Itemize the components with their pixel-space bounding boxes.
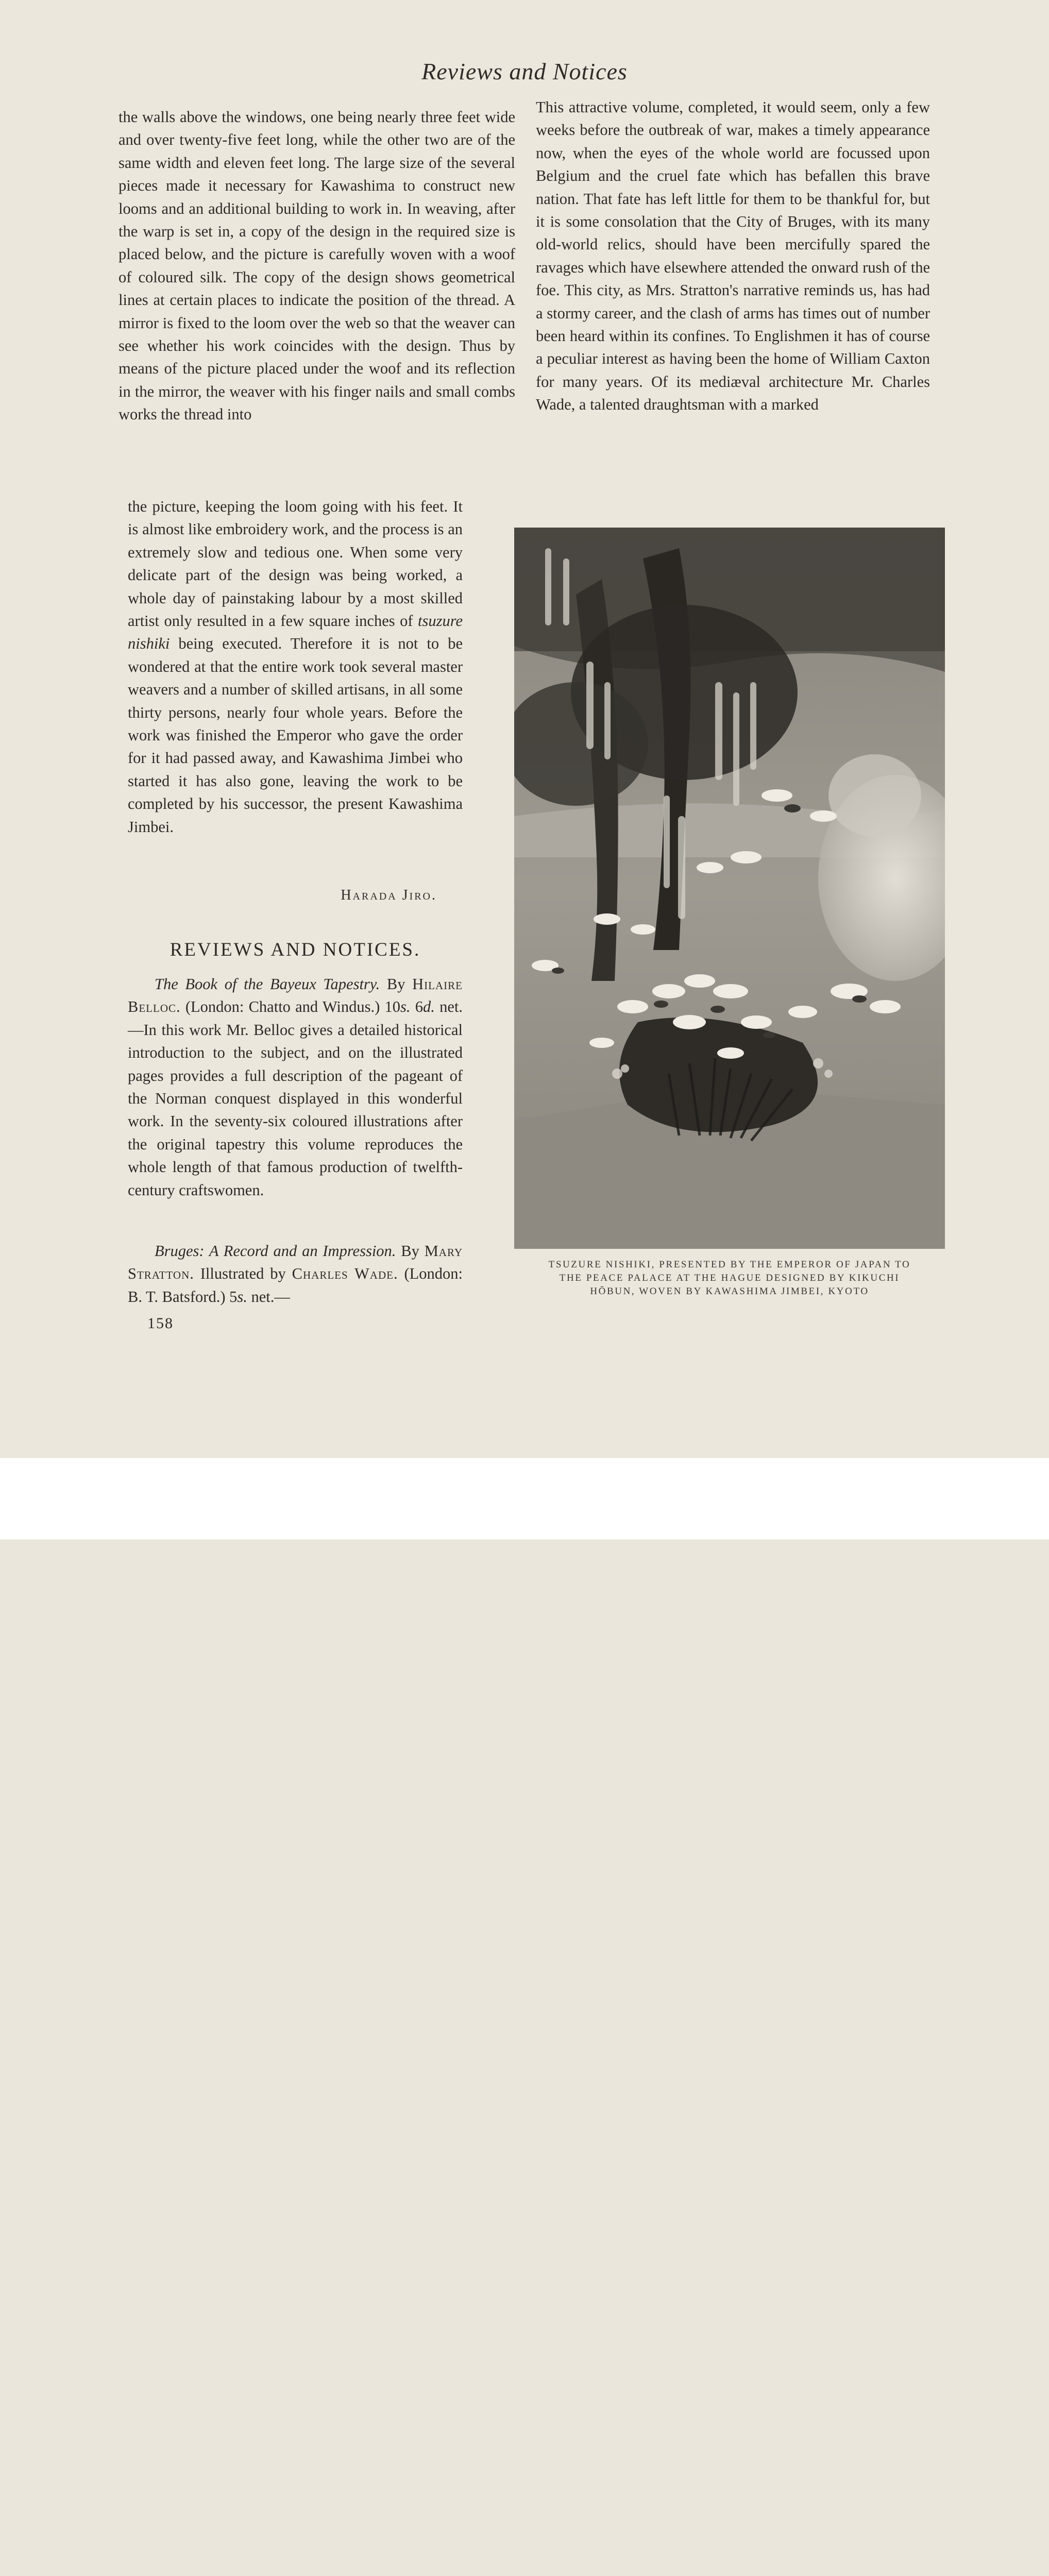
review-author: Hilaire Belloc. — [128, 975, 463, 1016]
left-column-top — [119, 106, 515, 426]
review-title: Bruges: A Record and an Impression. — [155, 1242, 396, 1260]
price-shillings: 10 — [384, 998, 401, 1016]
left-column-bottom-text — [128, 495, 463, 838]
review-body: —In this work Mr. Belloc gives a detailed historical introduction to the subject, and on the illustrated pages provides a full description of the pageant of the Norman conquest displayed in this wonderful work. In the seventy-six coloured illustrations after the original tapestry this volume reproduces the whole length of that famous production of twelfth-century craftswomen. — [128, 1021, 463, 1199]
right-column-top — [536, 96, 930, 416]
review-bruges — [128, 1240, 463, 1308]
price-net: net.— — [247, 1287, 290, 1306]
price-shillings-unit: s. — [237, 1287, 247, 1306]
author-signature: Harada Jiro. — [341, 887, 437, 903]
review-by: By — [396, 1242, 425, 1260]
review-by: By — [380, 975, 413, 993]
tapestry-illustration-drawing — [514, 528, 945, 1249]
review-illustrated-by: Illustrated by — [194, 1265, 292, 1283]
text-after-term: being executed. Therefore it is not to be wondered at that the entire work took several master weavers and a number of skilled artisans, in all some thirty persons, nearly four whole years. Before the work was finished the Emperor who gave the order for it had passed away, and Kawashima Jimbei who started it has also gone, leaving the work to be completed by his successor, the present Kawashima Jimbei. — [128, 635, 463, 836]
left-column-top-text: the walls above the windows, one being nearly three feet wide and over twenty-five feet long, while the other two are of the same width and eleven feet long. The large size of the several pieces made it necessary for Kawashima to construct new looms and an additional building to work in. In weaving, after the warp is set in, a copy of the design in the required size is placed below, and the picture is carefully woven with a woof of coloured silk. The copy of the design shows geometrical lines at certain places to indicate the position of the thread. A mirror is fixed to the loom over the web so that the weaver can see whether his work coincides with the design. Thus by means of the picture placed under the woof and its reflection in the mirror, the weaver with his finger nails and small combs works the thread into — [119, 108, 515, 423]
price-pence-unit: d. — [423, 998, 435, 1016]
caption-line-2: THE PEACE PALACE AT THE HAGUE DESIGNED BY KIKUCHI — [559, 1273, 900, 1283]
caption-line-1: TSUZURE NISHIKI, PRESENTED BY THE EMPEROR OF JAPAN TO — [548, 1259, 911, 1270]
term-tsuzure-nishiki: tsuzure nishiki — [128, 612, 463, 653]
review-publisher: (London: Chatto and Windus.) — [180, 998, 385, 1016]
tapestry-illustration — [514, 528, 945, 1249]
caption-line-3: HŌBUN, WOVEN BY KAWASHIMA JIMBEI, KYOTO — [590, 1286, 869, 1297]
right-column-top-text: This attractive volume, completed, it would seem, only a few weeks before the outbreak of war, makes a timely appearance now, when the eyes of the whole world are focussed upon Belgium and the cruel fate which has befallen this brave nation. That fate has left little for them to be thankful for, but it is some consolation that the City of Bruges, with its many old-world relics, should have been mercifully spared the ravages which have elsewhere attended the onward rush of the foe. This city, as Mrs. Stratton's narrative reminds us, has had a stormy career, and the clash of arms has times out of number been heard within its confines. To Englishmen it has of course a peculiar interest as having been the home of William Caxton for many years. Of its mediæval architecture Mr. Charles Wade, a talented draughtsman with a marked — [536, 98, 930, 414]
review-publisher: (London: B. T. Batsford.) — [128, 1265, 463, 1306]
digitization-footer — [0, 1458, 1049, 1539]
price-net: net. — [434, 998, 463, 1016]
price-shillings-unit: s. — [400, 998, 411, 1016]
text-before-term: the picture, keeping the loom going with his feet. It is almost like embroidery work, and the process is an extremely slow and tedious one. When some very delicate part of the design was being worked, a whole day of painstaking labour by a most skilled artist only resulted in a few square inches of — [128, 498, 463, 630]
illustration-caption — [510, 1258, 949, 1298]
page-number: 158 — [147, 1315, 174, 1332]
price-shillings: 5 — [229, 1287, 238, 1306]
review-title: The Book of the Bayeux Tapestry. — [155, 975, 380, 993]
review-author: Mary Stratton. — [128, 1242, 463, 1283]
review-bayeux-tapestry — [128, 973, 463, 1201]
section-heading: REVIEWS AND NOTICES. — [170, 939, 421, 960]
review-illustrator: Charles Wade. — [292, 1265, 398, 1283]
running-head: Reviews and Notices — [421, 58, 628, 84]
price-pence: 6 — [410, 998, 424, 1016]
left-column-bottom — [128, 495, 463, 838]
